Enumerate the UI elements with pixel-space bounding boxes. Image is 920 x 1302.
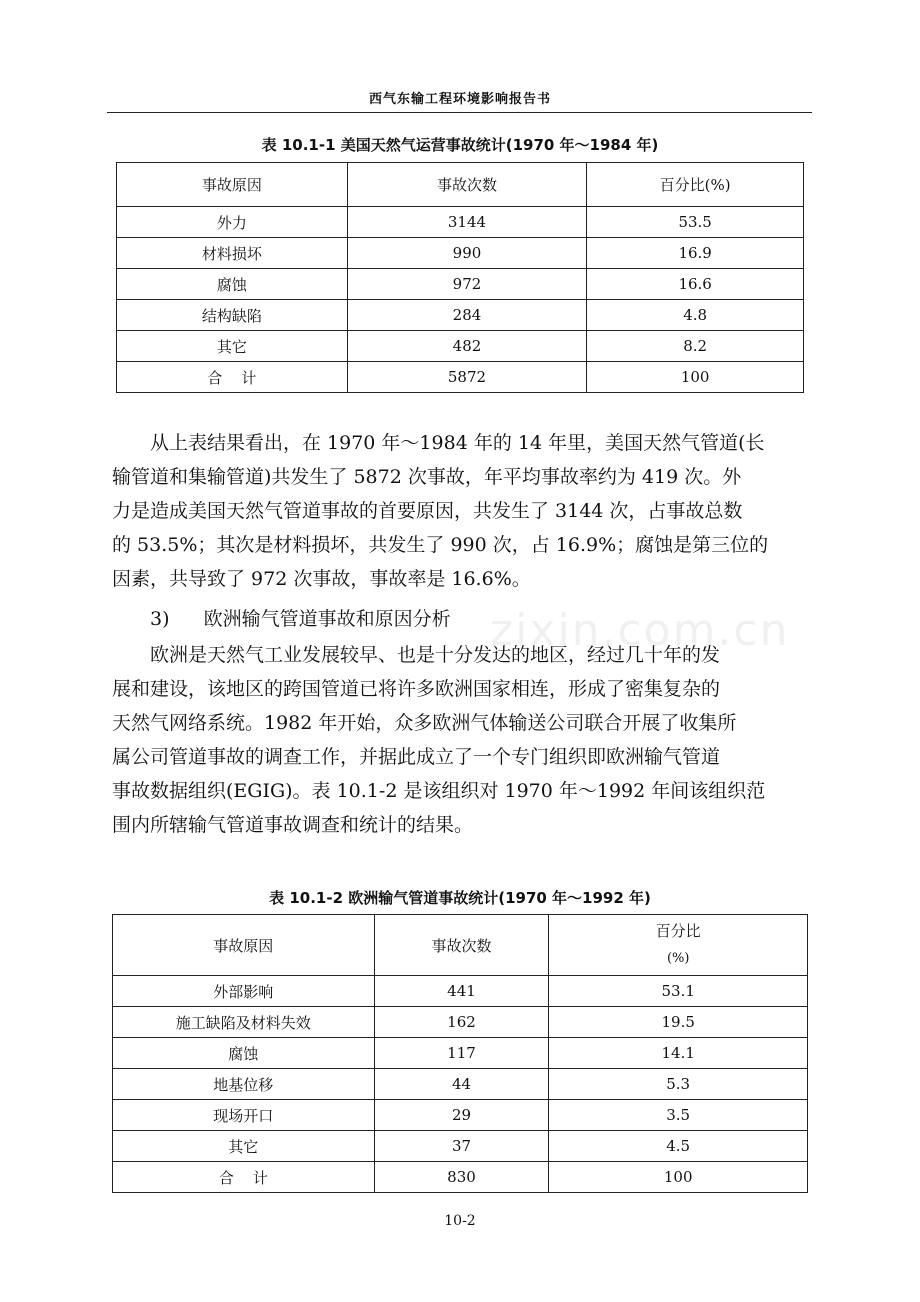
table-row [117,300,804,331]
table1-header-cell: 事故原因 [117,163,348,207]
table-cell: 284 [347,300,587,331]
table-cell: 53.1 [549,976,808,1007]
table-cell: 117 [374,1038,549,1069]
page-number: 10-2 [444,1213,476,1229]
paragraph-us-analysis [112,426,812,596]
table-cell: 29 [374,1100,549,1131]
table-cell: 16.9 [587,238,804,269]
table-cell: 合 计 [113,1162,375,1193]
table-cell: 合 计 [117,362,348,393]
table-cell: 其它 [113,1131,375,1162]
table2-header-percent-unit: (%) [666,951,690,966]
table1-header-row [117,163,804,207]
table1-caption: 表 10.1-1 美国天然气运营事故统计(1970 年～1984 年) [261,136,659,154]
table-cell: 830 [374,1162,549,1193]
table-cell: 162 [374,1007,549,1038]
table-cell: 4.5 [549,1131,808,1162]
section-title: 欧洲输气管道事故和原因分析 [203,608,451,630]
table-cell: 441 [374,976,549,1007]
table-cell: 其它 [117,331,348,362]
paragraph-line: 属公司管道事故的调查工作，并据此成立了一个专门组织即欧洲输气管道 [112,746,721,768]
table1 [116,162,804,393]
table-total-row [113,1162,808,1193]
table-cell: 5872 [347,362,587,393]
table-cell: 4.8 [587,300,804,331]
table-cell: 5.3 [549,1069,808,1100]
table-cell: 482 [347,331,587,362]
paragraph-europe-analysis [112,638,812,842]
table2-header-cell: 事故原因 [113,915,375,976]
paragraph-line: 力是造成美国天然气管道事故的首要原因，共发生了 3144 次，占事故总数 [112,500,743,522]
table2-header-cell [549,915,808,976]
paragraph-line: 天然气网络系统。1982 年开始，众多欧洲气体输送公司联合开展了收集所 [112,712,737,734]
section-heading [150,604,451,631]
paragraph-line: 事故数据组织(EGIG)。表 10.1-2 是该组织对 1970 年～1992 年间该组织范 [112,780,766,802]
paragraph-line: 因素，共导致了 972 次事故，事故率是 16.6%。 [112,568,531,590]
table-cell: 37 [374,1131,549,1162]
table-cell: 现场开口 [113,1100,375,1131]
paragraph-line: 从上表结果看出，在 1970 年～1984 年的 14 年里，美国天然气管道(长 [150,432,765,454]
table-row [117,269,804,300]
table-cell: 53.5 [587,207,804,238]
table-row [113,1069,808,1100]
header-rule [107,112,812,113]
document-header-title: 西气东输工程环境影响报告书 [368,92,551,107]
table-cell: 16.6 [587,269,804,300]
table-cell: 19.5 [549,1007,808,1038]
section-number: 3) [150,608,170,630]
paragraph-line: 的 53.5%；其次是材料损坏，共发生了 990 次，占 16.9%；腐蚀是第三位的 [112,534,769,556]
table-cell: 腐蚀 [113,1038,375,1069]
table-cell: 14.1 [549,1038,808,1069]
table-cell: 972 [347,269,587,300]
table-row [113,1100,808,1131]
table1-header-cell: 事故次数 [347,163,587,207]
table-cell: 8.2 [587,331,804,362]
table-cell: 100 [549,1162,808,1193]
table2-header-cell: 事故次数 [374,915,549,976]
table-row [113,1007,808,1038]
table-row [117,238,804,269]
table-cell: 3144 [347,207,587,238]
table2-caption: 表 10.1-2 欧洲输气管道事故统计(1970 年～1992 年) [269,889,651,907]
table-cell: 990 [347,238,587,269]
table-total-row [117,362,804,393]
table-cell: 外力 [117,207,348,238]
table-cell: 3.5 [549,1100,808,1131]
paragraph-line: 展和建设，该地区的跨国管道已将许多欧洲国家相连，形成了密集复杂的 [112,678,721,700]
paragraph-line: 输管道和集输管道)共发生了 5872 次事故，年平均事故率约为 419 次。外 [112,466,742,488]
table-row [113,1038,808,1069]
table-cell: 材料损坏 [117,238,348,269]
table-cell: 外部影响 [113,976,375,1007]
table-row [113,976,808,1007]
paragraph-line: 围内所辖输气管道事故调查和统计的结果。 [112,814,474,836]
table-row [117,331,804,362]
table-row [117,207,804,238]
table-row [113,1131,808,1162]
table1-header-cell: 百分比(%) [587,163,804,207]
table-cell: 地基位移 [113,1069,375,1100]
table-cell: 施工缺陷及材料失效 [113,1007,375,1038]
table2-header-row [113,915,808,976]
table2 [112,914,808,1193]
table-cell: 结构缺陷 [117,300,348,331]
table-cell: 100 [587,362,804,393]
paragraph-line: 欧洲是天然气工业发展较早、也是十分发达的地区，经过几十年的发 [150,644,721,666]
table2-header-percent-label: 百分比 [655,922,701,940]
watermark-text: zixin.com.cn [490,605,790,656]
table-cell: 44 [374,1069,549,1100]
table-cell: 腐蚀 [117,269,348,300]
